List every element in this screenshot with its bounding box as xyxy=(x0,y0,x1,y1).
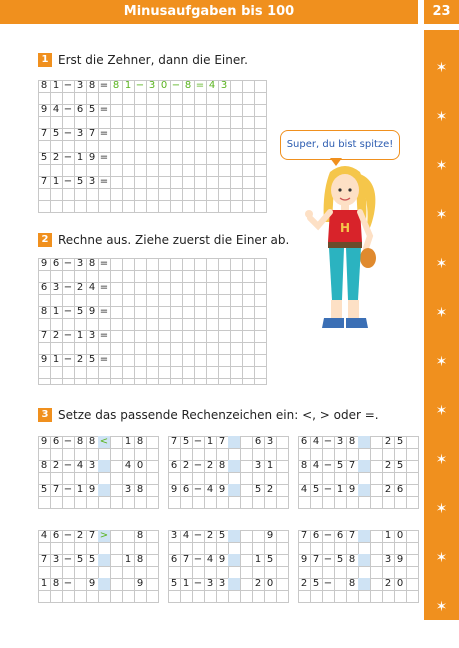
digit-cell: 9 xyxy=(218,554,226,565)
operator-cell: − xyxy=(193,460,203,471)
digit-cell: 6 xyxy=(170,554,178,565)
digit-cell: 9 xyxy=(136,578,144,589)
digit-cell: 9 xyxy=(396,554,404,565)
digit-cell: 1 xyxy=(52,354,60,365)
operator-cell: − xyxy=(323,554,333,565)
operator-cell: − xyxy=(323,484,333,495)
digit-cell: 8 xyxy=(88,258,96,269)
digit-cell: 9 xyxy=(40,104,48,115)
digit-cell: 3 xyxy=(88,330,96,341)
operator-cell: − xyxy=(193,578,203,589)
digit-cell: 9 xyxy=(218,484,226,495)
comparison-sign-box xyxy=(358,578,370,590)
digit-cell: 8 xyxy=(136,530,144,541)
digit-cell: 1 xyxy=(52,176,60,187)
operator-cell: − xyxy=(63,460,73,471)
digit-cell: 5 xyxy=(336,554,344,565)
digit-cell: 5 xyxy=(218,530,226,541)
page-number: 23 xyxy=(424,0,459,24)
task-instruction: Erst die Zehner, dann die Einer. xyxy=(58,53,248,67)
digit-cell: 8 xyxy=(40,460,48,471)
digit-cell: 5 xyxy=(52,128,60,139)
equals-cell: = xyxy=(99,176,109,187)
digit-cell: 6 xyxy=(40,282,48,293)
operator-cell: − xyxy=(323,460,333,471)
digit-cell: 3 xyxy=(76,258,84,269)
digit-cell: 7 xyxy=(40,128,48,139)
digit-cell: 5 xyxy=(254,484,262,495)
operator-cell: − xyxy=(63,306,73,317)
digit-cell: 5 xyxy=(336,460,344,471)
digit-cell: 6 xyxy=(52,258,60,269)
star-icon: ✶ xyxy=(435,207,448,223)
equals-cell: = xyxy=(99,104,109,115)
star-icon: ✶ xyxy=(435,599,448,615)
star-icon: ✶ xyxy=(435,354,448,370)
comparison-sign-box xyxy=(358,436,370,448)
digit-cell: 2 xyxy=(76,530,84,541)
digit-cell: 3 xyxy=(88,460,96,471)
digit-cell: 5 xyxy=(88,354,96,365)
digit-cell: 1 xyxy=(40,578,48,589)
digit-cell: 2 xyxy=(76,282,84,293)
example-cell: 4 xyxy=(208,80,216,91)
digit-cell: 3 xyxy=(124,484,132,495)
digit-cell: 5 xyxy=(76,554,84,565)
comparison-sign-box xyxy=(228,554,240,566)
digit-cell: 9 xyxy=(170,484,178,495)
digit-cell: 2 xyxy=(76,354,84,365)
digit-cell: 1 xyxy=(52,80,60,91)
digit-cell: 2 xyxy=(384,460,392,471)
task-2-title xyxy=(38,233,289,247)
digit-cell: 3 xyxy=(266,436,274,447)
comparison-grid xyxy=(38,436,159,509)
comparison-sign-box xyxy=(358,530,370,542)
equals-cell: = xyxy=(99,152,109,163)
digit-cell: 3 xyxy=(88,176,96,187)
digit-cell: 2 xyxy=(52,330,60,341)
digit-cell: 9 xyxy=(348,484,356,495)
digit-cell: 9 xyxy=(266,530,274,541)
digit-cell: 8 xyxy=(40,80,48,91)
sidebar-stars xyxy=(424,30,459,620)
digit-cell: 8 xyxy=(218,460,226,471)
digit-cell: 7 xyxy=(40,554,48,565)
comparison-sign-box xyxy=(228,484,240,496)
digit-cell: 6 xyxy=(300,436,308,447)
digit-cell: 7 xyxy=(52,484,60,495)
comparison-grid xyxy=(298,436,419,509)
comparison-sign-box xyxy=(98,578,110,590)
digit-cell: 4 xyxy=(312,436,320,447)
digit-cell: 7 xyxy=(88,530,96,541)
digit-cell: 6 xyxy=(254,436,262,447)
digit-cell: 6 xyxy=(76,104,84,115)
digit-cell: 3 xyxy=(254,460,262,471)
digit-cell: 7 xyxy=(300,530,308,541)
digit-cell: 4 xyxy=(52,104,60,115)
digit-cell: 2 xyxy=(266,484,274,495)
digit-cell: 9 xyxy=(40,436,48,447)
digit-cell: 9 xyxy=(40,258,48,269)
task-instruction: Setze das passende Rechenzeichen ein: <, > oder =. xyxy=(58,408,379,422)
equals-cell: = xyxy=(99,258,109,269)
digit-cell: 7 xyxy=(88,128,96,139)
digit-cell: 5 xyxy=(312,578,320,589)
digit-cell: 7 xyxy=(170,436,178,447)
digit-cell: 8 xyxy=(348,578,356,589)
digit-cell: 1 xyxy=(76,330,84,341)
digit-cell: 3 xyxy=(218,578,226,589)
operator-cell: − xyxy=(193,436,203,447)
digit-cell: 2 xyxy=(52,460,60,471)
digit-cell: 1 xyxy=(182,578,190,589)
page-header: Minusaufgaben bis 100 xyxy=(0,0,418,24)
digit-cell: 8 xyxy=(348,554,356,565)
digit-cell: 6 xyxy=(396,484,404,495)
operator-cell: − xyxy=(63,152,73,163)
comparison-sign-box: > xyxy=(99,530,109,541)
digit-cell: 8 xyxy=(136,436,144,447)
task-1-title xyxy=(38,53,248,67)
operator-cell: − xyxy=(323,436,333,447)
star-icon: ✶ xyxy=(435,403,448,419)
star-icon: ✶ xyxy=(435,256,448,272)
digit-cell: 1 xyxy=(336,484,344,495)
digit-cell: 1 xyxy=(206,436,214,447)
operator-cell: − xyxy=(63,354,73,365)
digit-cell xyxy=(122,530,134,542)
digit-cell: 4 xyxy=(40,530,48,541)
example-cell: − xyxy=(171,80,181,91)
digit-cell: 2 xyxy=(384,484,392,495)
operator-cell: − xyxy=(193,484,203,495)
comparison-grid xyxy=(168,530,289,603)
digit-cell: 5 xyxy=(76,176,84,187)
operator-cell: − xyxy=(63,80,73,91)
digit-cell: 2 xyxy=(52,152,60,163)
operator-cell: − xyxy=(193,554,203,565)
task-number-badge: 2 xyxy=(38,233,52,247)
operator-cell: − xyxy=(63,484,73,495)
digit-cell: 8 xyxy=(348,436,356,447)
digit-cell: 5 xyxy=(88,104,96,115)
comparison-sign-box xyxy=(358,484,370,496)
operator-cell: − xyxy=(63,436,73,447)
digit-cell: 7 xyxy=(182,554,190,565)
operator-cell: − xyxy=(63,176,73,187)
digit-cell: 4 xyxy=(124,460,132,471)
digit-cell: 8 xyxy=(88,80,96,91)
digit-cell: 7 xyxy=(40,176,48,187)
comparison-sign-box: < xyxy=(99,436,109,447)
digit-cell: 0 xyxy=(266,578,274,589)
digit-cell: 9 xyxy=(88,152,96,163)
task-instruction: Rechne aus. Ziehe zuerst die Einer ab. xyxy=(58,233,290,247)
digit-cell: 9 xyxy=(40,354,48,365)
digit-cell: 5 xyxy=(266,554,274,565)
operator-cell: − xyxy=(63,104,73,115)
girl-illustration xyxy=(300,162,390,334)
operator-cell: − xyxy=(63,128,73,139)
digit-cell: 5 xyxy=(76,306,84,317)
operator-cell: − xyxy=(63,530,73,541)
digit-cell: 5 xyxy=(182,436,190,447)
digit-cell: 3 xyxy=(384,554,392,565)
digit-cell: 1 xyxy=(266,460,274,471)
example-cell: = xyxy=(195,80,205,91)
digit-cell: 5 xyxy=(40,152,48,163)
task-1-grid xyxy=(38,80,267,213)
digit-cell: 9 xyxy=(88,484,96,495)
digit-cell: 5 xyxy=(40,484,48,495)
star-icon: ✶ xyxy=(435,305,448,321)
svg-text:H: H xyxy=(339,221,351,235)
digit-cell xyxy=(334,578,346,590)
digit-cell: 3 xyxy=(76,128,84,139)
equals-cell: = xyxy=(99,306,109,317)
comparison-sign-box xyxy=(228,530,240,542)
digit-cell xyxy=(252,530,264,542)
digit-cell: 9 xyxy=(300,554,308,565)
digit-cell: 8 xyxy=(76,436,84,447)
star-icon: ✶ xyxy=(435,452,448,468)
digit-cell: 8 xyxy=(40,306,48,317)
digit-cell: 3 xyxy=(76,80,84,91)
digit-cell: 2 xyxy=(384,578,392,589)
digit-cell: 0 xyxy=(396,578,404,589)
digit-cell: 7 xyxy=(348,530,356,541)
digit-cell: 3 xyxy=(170,530,178,541)
digit-cell: 4 xyxy=(182,530,190,541)
digit-cell: 4 xyxy=(76,460,84,471)
digit-cell: 9 xyxy=(88,578,96,589)
equals-cell: = xyxy=(99,128,109,139)
task-2-grid xyxy=(38,258,267,385)
digit-cell: 2 xyxy=(384,436,392,447)
digit-cell: 5 xyxy=(170,578,178,589)
star-icon: ✶ xyxy=(435,109,448,125)
digit-cell: 7 xyxy=(40,330,48,341)
comparison-grid xyxy=(38,530,159,603)
star-icon: ✶ xyxy=(435,501,448,517)
comparison-sign-box xyxy=(98,484,110,496)
digit-cell: 3 xyxy=(52,554,60,565)
digit-cell: 6 xyxy=(312,530,320,541)
digit-cell: 3 xyxy=(52,282,60,293)
comparison-grid xyxy=(298,530,419,603)
digit-cell: 3 xyxy=(336,436,344,447)
digit-cell: 1 xyxy=(52,306,60,317)
comparison-sign-box xyxy=(358,460,370,472)
digit-cell: 7 xyxy=(312,554,320,565)
digit-cell: 4 xyxy=(312,460,320,471)
digit-cell xyxy=(74,578,86,590)
digit-cell: 4 xyxy=(206,554,214,565)
comparison-sign-box xyxy=(358,554,370,566)
digit-cell: 4 xyxy=(88,282,96,293)
operator-cell: − xyxy=(63,330,73,341)
digit-cell: 0 xyxy=(136,460,144,471)
digit-cell: 7 xyxy=(218,436,226,447)
example-cell: 3 xyxy=(148,80,156,91)
operator-cell: − xyxy=(63,554,73,565)
example-cell: 8 xyxy=(112,80,120,91)
digit-cell: 8 xyxy=(300,460,308,471)
star-icon: ✶ xyxy=(435,550,448,566)
digit-cell: 1 xyxy=(124,554,132,565)
comparison-sign-box xyxy=(228,578,240,590)
digit-cell: 6 xyxy=(52,436,60,447)
operator-cell: − xyxy=(63,578,73,589)
comparison-grid xyxy=(168,436,289,509)
star-icon: ✶ xyxy=(435,60,448,76)
digit-cell: 8 xyxy=(88,436,96,447)
digit-cell: 2 xyxy=(300,578,308,589)
task-number-badge: 1 xyxy=(38,53,52,67)
operator-cell: − xyxy=(63,258,73,269)
comparison-sign-box xyxy=(98,554,110,566)
operator-cell: − xyxy=(63,282,73,293)
example-cell: 0 xyxy=(160,80,168,91)
digit-cell: 1 xyxy=(384,530,392,541)
digit-cell: 6 xyxy=(336,530,344,541)
digit-cell: 5 xyxy=(396,460,404,471)
task-3-title xyxy=(38,408,379,422)
example-cell: 3 xyxy=(220,80,228,91)
equals-cell: = xyxy=(99,330,109,341)
digit-cell: 5 xyxy=(88,554,96,565)
digit-cell xyxy=(122,578,134,590)
digit-cell: 2 xyxy=(206,530,214,541)
comparison-sign-box xyxy=(228,436,240,448)
star-icon: ✶ xyxy=(435,158,448,174)
digit-cell: 2 xyxy=(182,460,190,471)
digit-cell: 0 xyxy=(396,530,404,541)
comparison-sign-box xyxy=(228,460,240,472)
operator-cell: − xyxy=(193,530,203,541)
digit-cell: 4 xyxy=(300,484,308,495)
digit-cell: 6 xyxy=(182,484,190,495)
digit-cell: 5 xyxy=(312,484,320,495)
digit-cell: 1 xyxy=(76,484,84,495)
digit-cell: 4 xyxy=(206,484,214,495)
operator-cell: − xyxy=(323,530,333,541)
comparison-sign-box xyxy=(98,460,110,472)
example-cell: − xyxy=(135,80,145,91)
operator-cell: − xyxy=(323,578,333,589)
digit-cell: 5 xyxy=(396,436,404,447)
equals-cell: = xyxy=(99,282,109,293)
example-cell: 1 xyxy=(124,80,132,91)
digit-cell: 1 xyxy=(254,554,262,565)
equals-cell: = xyxy=(99,80,109,91)
digit-cell: 2 xyxy=(254,578,262,589)
digit-cell: 8 xyxy=(136,554,144,565)
digit-cell: 7 xyxy=(348,460,356,471)
digit-cell: 6 xyxy=(170,460,178,471)
digit-cell: 6 xyxy=(52,530,60,541)
digit-cell: 3 xyxy=(206,578,214,589)
example-cell: 8 xyxy=(184,80,192,91)
digit-cell: 9 xyxy=(88,306,96,317)
digit-cell: 2 xyxy=(206,460,214,471)
equals-cell: = xyxy=(99,354,109,365)
digit-cell: 1 xyxy=(76,152,84,163)
digit-cell: 8 xyxy=(136,484,144,495)
task-number-badge: 3 xyxy=(38,408,52,422)
speech-bubble: Super, du bist spitze! xyxy=(280,130,400,160)
digit-cell: 8 xyxy=(52,578,60,589)
digit-cell: 1 xyxy=(124,436,132,447)
